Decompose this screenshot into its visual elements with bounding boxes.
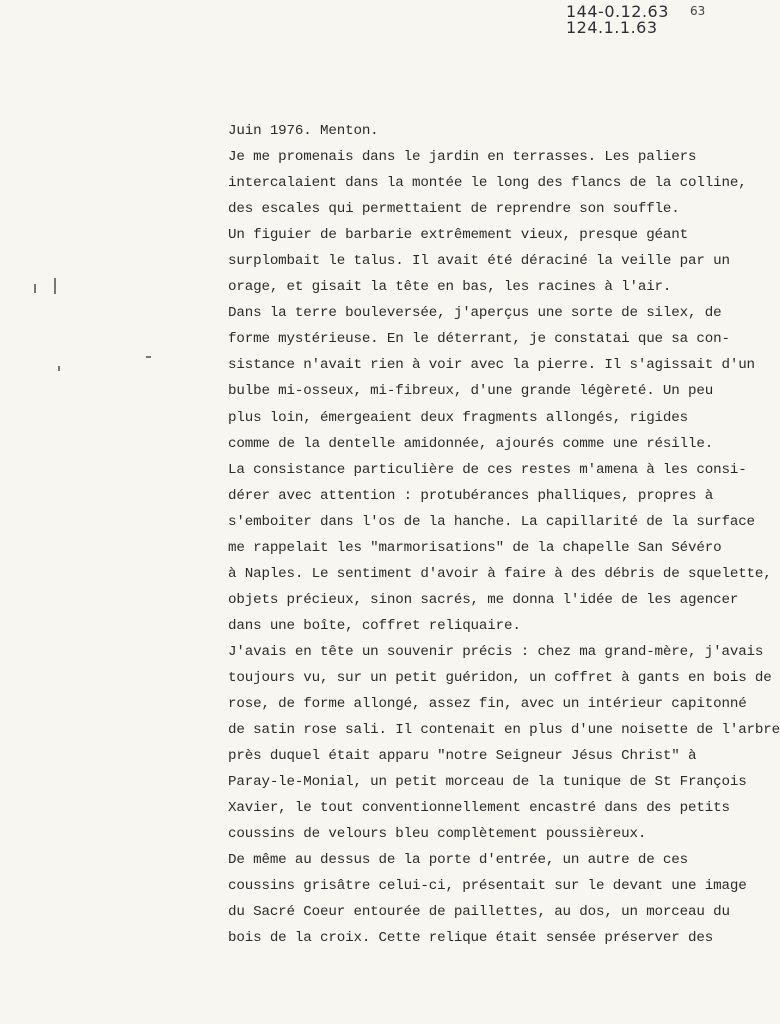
text-line: dérer avec attention : protubérances phalliques, propres à [228, 487, 714, 504]
text-line: des escales qui permettaient de reprendre son souffle. [228, 201, 680, 218]
text-line: dans une boîte, coffret reliquaire. [228, 617, 521, 634]
text-line: Xavier, le tout conventionnellement encastré dans des petits [228, 800, 730, 817]
text-line: me rappelait les "marmorisations" de la chapelle San Sévéro [228, 539, 722, 556]
text-line: intercalaient dans la montée le long des flancs de la colline, [228, 175, 747, 192]
text-line: objets précieux, sinon sacrés, me donna l'idée de les agencer [228, 591, 739, 608]
text-line: De même au dessus de la porte d'entrée, un autre de ces [228, 852, 689, 869]
text-line: bois de la croix. Cette relique était sensée préserver des [228, 930, 714, 947]
margin-mark [34, 284, 36, 293]
handwritten-reference-2: 124.1.1.63 [566, 18, 658, 37]
margin-mark [58, 366, 60, 371]
text-line: Paray-le-Monial, un petit morceau de la tunique de St François [228, 774, 747, 791]
margin-mark [146, 356, 151, 358]
text-line: du Sacré Coeur entourée de paillettes, au dos, un morceau du [228, 904, 730, 921]
text-line: à Naples. Le sentiment d'avoir à faire à des débris de squelette, [228, 565, 772, 582]
text-line: bulbe mi-osseux, mi-fibreux, d'une grande légèreté. Un peu [228, 383, 714, 400]
text-line: coussins grisâtre celui-ci, présentait sur le devant une image [228, 878, 747, 895]
margin-mark [54, 278, 56, 294]
text-line: La consistance particulière de ces restes m'amena à les consi- [228, 461, 747, 478]
text-line: près duquel était apparu "notre Seigneur Jésus Christ" à [228, 748, 697, 765]
text-line: J'avais en tête un souvenir précis : chez ma grand-mère, j'avais [228, 643, 764, 660]
text-line: de satin rose sali. Il contenait en plus d'une noisette de l'arbre [228, 722, 780, 739]
typewritten-body [228, 118, 780, 952]
page-number: 63 [690, 4, 706, 18]
text-line: Je me promenais dans le jardin en terrasses. Les paliers [228, 149, 697, 166]
text-line: toujours vu, sur un petit guéridon, un coffret à gants en bois de [228, 669, 772, 686]
text-line: Un figuier de barbarie extrêmement vieux, presque géant [228, 227, 689, 244]
text-line: Juin 1976. Menton. [228, 123, 379, 139]
text-line: forme mystérieuse. En le déterrant, je constatai que sa con- [228, 331, 730, 348]
text-line: comme de la dentelle amidonnée, ajourés comme une résille. [228, 435, 714, 452]
text-line: plus loin, émergeaient deux fragments allongés, rigides [228, 409, 689, 426]
handwritten-reference-1: 144-0.12.63 [566, 2, 669, 21]
text-line: orage, et gisait la tête en bas, les racines à l'air. [228, 279, 672, 296]
text-line: surplombait le talus. Il avait été déraciné la veille par un [228, 253, 730, 270]
text-line: rose, de forme allongé, assez fin, avec un intérieur capitonné [228, 696, 747, 713]
text-line: s'emboiter dans l'os de la hanche. La capillarité de la surface [228, 513, 755, 530]
text-line: coussins de velours bleu complètement poussièreux. [228, 826, 647, 843]
text-line: Dans la terre bouleversée, j'aperçus une sorte de silex, de [228, 305, 722, 322]
text-line: sistance n'avait rien à voir avec la pierre. Il s'agissait d'un [228, 357, 755, 374]
